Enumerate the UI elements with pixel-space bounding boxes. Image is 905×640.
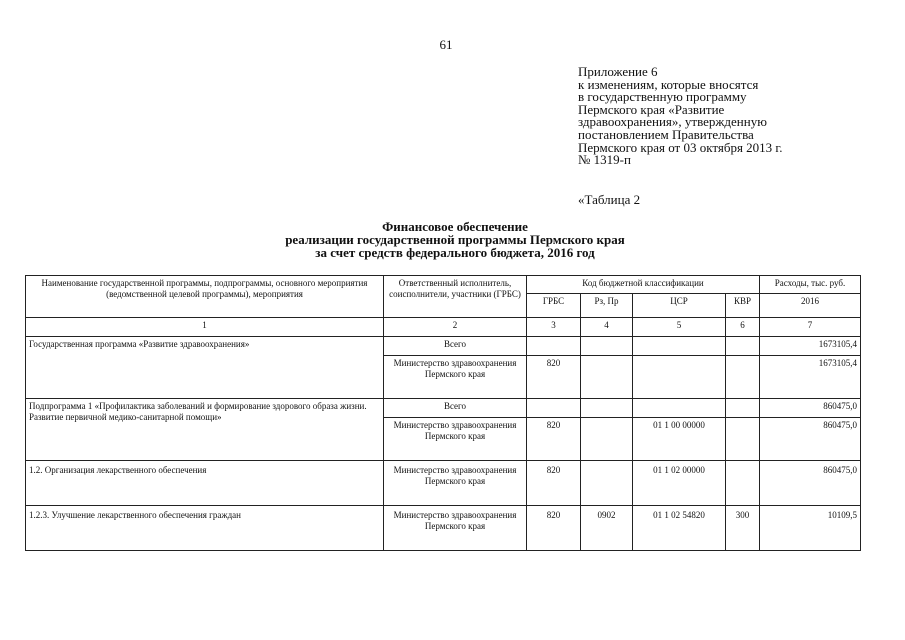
appendix-line: к изменениям, которые вносятся <box>578 76 759 92</box>
row-name: 1.2.3. Улучшение лекарственного обеспечения граждан <box>26 506 384 551</box>
row-kvr <box>726 337 760 356</box>
row-csr: 01 1 02 54820 <box>633 506 726 551</box>
appendix-line: Пермского края от 03 октября 2013 г. <box>578 139 783 155</box>
row-executor: Министерство здравоохранения Пермского края <box>384 418 527 461</box>
column-number: 5 <box>633 318 726 337</box>
table-row <box>26 399 861 418</box>
appendix-line: здравоохранения», утвержденную <box>578 114 767 130</box>
header-rzpr: Рз, Пр <box>581 294 633 318</box>
title-line: Финансовое обеспечение <box>382 219 528 234</box>
table-label: «Таблица 2 <box>578 192 641 207</box>
row-csr <box>633 337 726 356</box>
row-amount: 10109,5 <box>760 506 861 551</box>
column-number: 4 <box>581 318 633 337</box>
column-number: 3 <box>527 318 581 337</box>
row-kvr <box>726 399 760 418</box>
row-kvr: 300 <box>726 506 760 551</box>
row-executor: Всего <box>384 337 527 356</box>
table-row <box>26 461 861 506</box>
header-kvr: КВР <box>726 294 760 318</box>
row-grbs <box>527 399 581 418</box>
column-number: 1 <box>26 318 384 337</box>
row-rzpr: 0902 <box>581 506 633 551</box>
row-csr <box>633 356 726 399</box>
table-row <box>26 337 861 356</box>
row-name: Государственная программа «Развитие здравоохранения» <box>26 337 384 399</box>
row-amount: 860475,0 <box>760 399 861 418</box>
appendix-line: постановлением Правительства <box>578 126 754 142</box>
row-rzpr <box>581 418 633 461</box>
row-rzpr <box>581 337 633 356</box>
row-executor: Всего <box>384 399 527 418</box>
title-line: за счет средств федерального бюджета, 2016 год <box>315 245 595 260</box>
row-kvr <box>726 418 760 461</box>
appendix-line: Пермского края «Развитие <box>578 101 725 117</box>
header-name: Наименование государственной программы, подпрограммы, основного мероприятия (ведомственной целевой программы), мероприятия <box>26 276 384 318</box>
row-executor: Министерство здравоохранения Пермского края <box>384 461 527 506</box>
row-amount: 860475,0 <box>760 461 861 506</box>
document-title <box>150 220 760 259</box>
column-number: 7 <box>760 318 861 337</box>
title-line: реализации государственной программы Пермского края <box>285 232 625 247</box>
row-grbs: 820 <box>527 461 581 506</box>
row-kvr <box>726 356 760 399</box>
row-name: 1.2. Организация лекарственного обеспечения <box>26 461 384 506</box>
row-rzpr <box>581 399 633 418</box>
header-year: 2016 <box>760 294 861 318</box>
row-rzpr <box>581 461 633 506</box>
table-row <box>26 506 861 551</box>
row-amount: 860475,0 <box>760 418 861 461</box>
row-grbs <box>527 337 581 356</box>
row-csr: 01 1 02 00000 <box>633 461 726 506</box>
row-csr <box>633 399 726 418</box>
header-grbs: ГРБС <box>527 294 581 318</box>
row-grbs: 820 <box>527 418 581 461</box>
row-amount: 1673105,4 <box>760 337 861 356</box>
row-grbs: 820 <box>527 356 581 399</box>
row-kvr <box>726 461 760 506</box>
appendix-line: Приложение 6 <box>578 64 658 79</box>
header-budget-code: Код бюджетной классификации <box>527 276 760 294</box>
row-executor: Министерство здравоохранения Пермского края <box>384 356 527 399</box>
row-rzpr <box>581 356 633 399</box>
row-grbs: 820 <box>527 506 581 551</box>
column-number: 2 <box>384 318 527 337</box>
row-amount: 1673105,4 <box>760 356 861 399</box>
appendix-note <box>578 66 838 167</box>
header-expenses: Расходы, тыс. руб. <box>760 276 861 294</box>
column-number: 6 <box>726 318 760 337</box>
header-executor: Ответственный исполнитель, соисполнители, участники (ГРБС) <box>384 276 527 318</box>
row-executor: Министерство здравоохранения Пермского края <box>384 506 527 551</box>
row-name: Подпрограмма 1 «Профилактика заболеваний и формирование здорового образа жизни. Развитие первичной медико-санитарной помощи» <box>26 399 384 461</box>
appendix-line: № 1319-п <box>578 152 631 168</box>
page-number: 61 <box>439 37 453 52</box>
appendix-line: в государственную программу <box>578 89 747 105</box>
header-csr: ЦСР <box>633 294 726 318</box>
financing-table <box>25 275 861 551</box>
row-csr: 01 1 00 00000 <box>633 418 726 461</box>
